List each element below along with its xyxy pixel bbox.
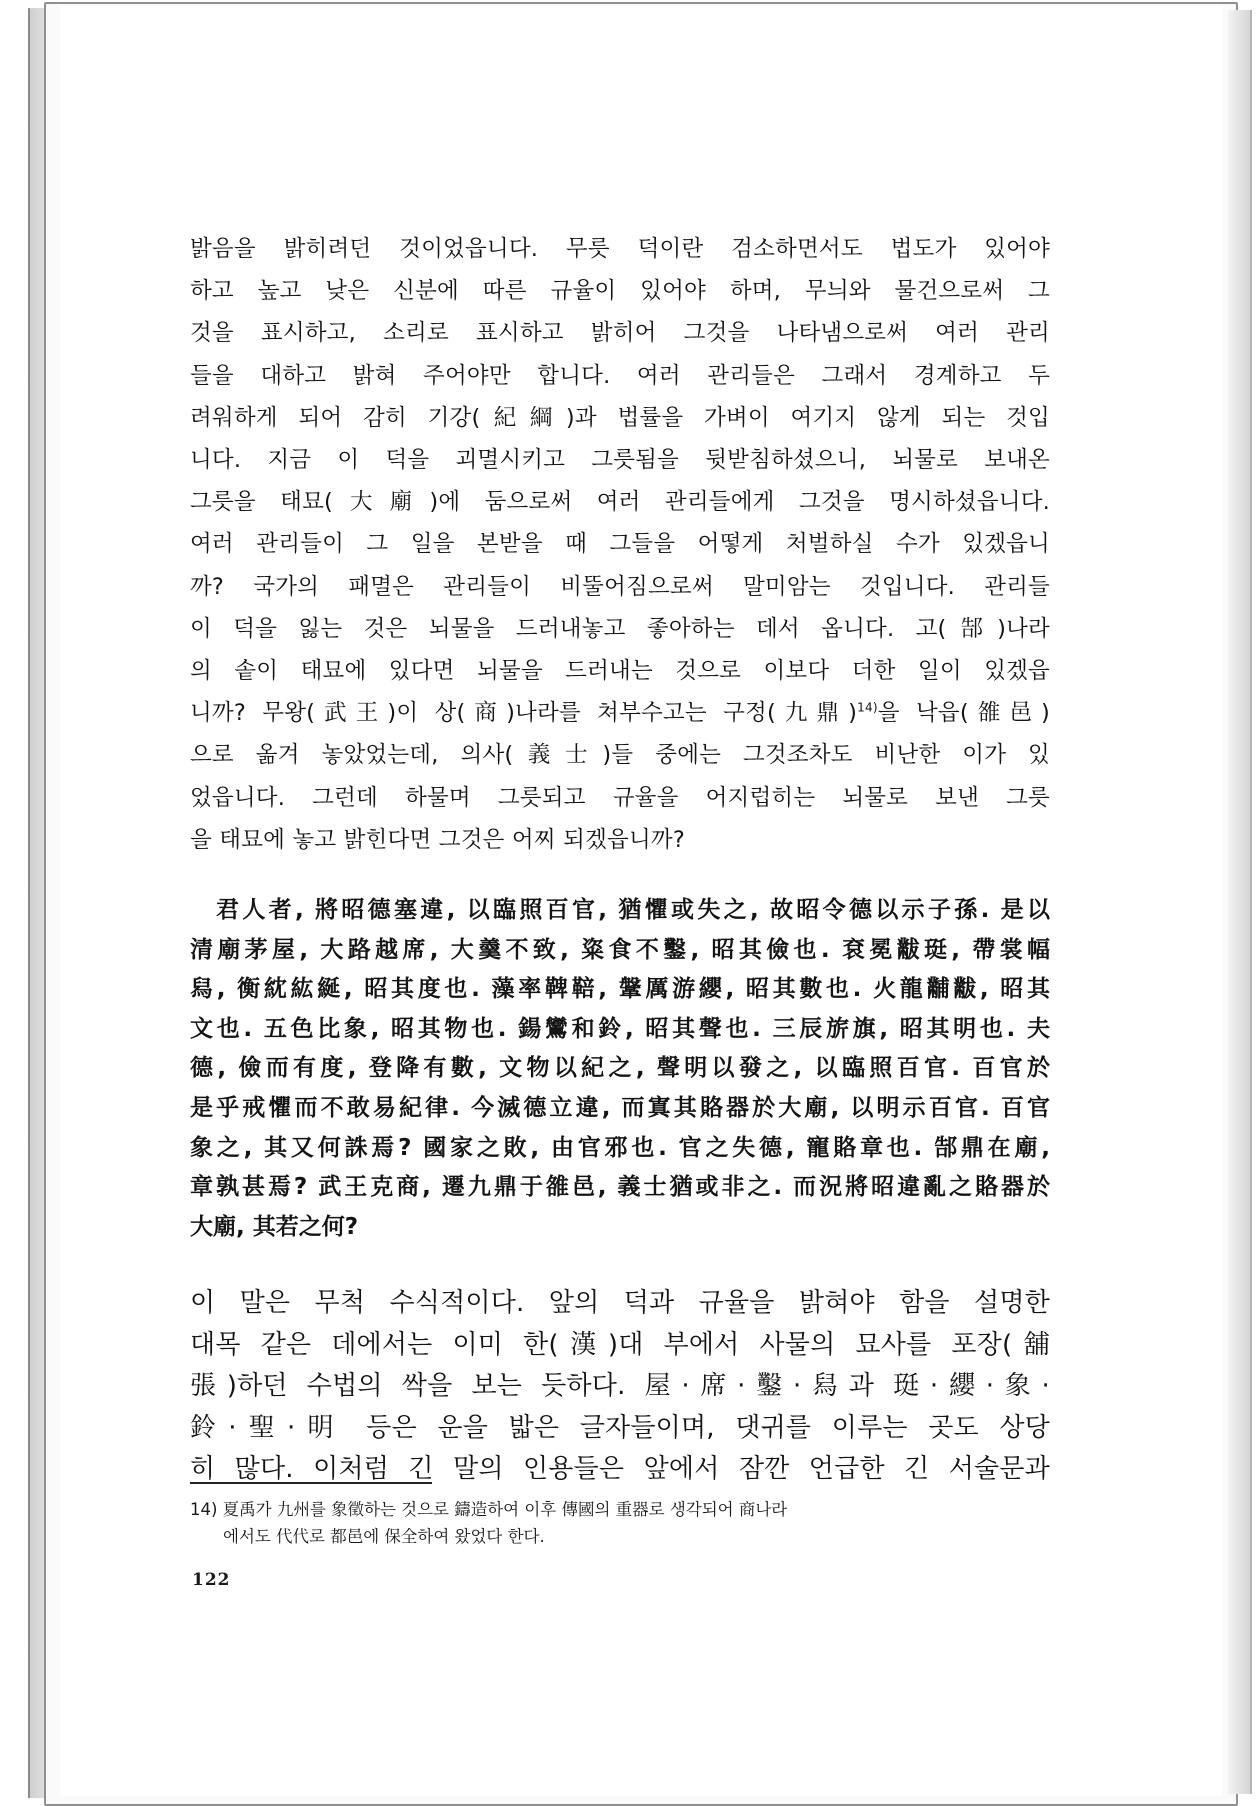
- text-line: 그릇을 태묘(大廟)에 둠으로써 여러 관리들에게 그것을 명시하셨읍니다.: [190, 489, 1050, 516]
- classical-chinese-quote: [190, 891, 1050, 1247]
- footnote: [190, 1496, 1050, 1550]
- footnote-line: 에서도 代代로 都邑에 保全하여 왔었다 한다.: [223, 1527, 545, 1546]
- korean-translation-paragraph: [190, 228, 1050, 861]
- quote-line: 大廟, 其若之何?: [190, 1213, 359, 1240]
- commentary-line: 히 많다. 이처럼 긴 말의 인용들은 앞에서 잠깐 언급한 긴 서술문과: [190, 1454, 1050, 1485]
- text-line: 이 덕을 잃는 것은 뇌물을 드러내놓고 좋아하는 데서 옵니다. 고(郜)나라: [190, 615, 1050, 642]
- quote-line: 清廟茅屋, 大路越席, 大羹不致, 粢食不鑿, 昭其儉也. 袞冕黻珽, 帶裳幅: [190, 936, 1050, 963]
- page-number: 122: [192, 1570, 231, 1590]
- commentary-paragraph: [190, 1283, 1050, 1491]
- footnote-marker[interactable]: 14): [857, 700, 878, 715]
- text-segment: 을 낙읍(雒邑): [877, 700, 1050, 727]
- footnote-divider: [190, 1482, 432, 1484]
- book-right-edge: [1228, 10, 1252, 1794]
- commentary-line: 鈴·聖·明 등은 운을 밟은 글자들이며, 댓귀를 이루는 곳도 상당: [190, 1412, 1050, 1443]
- quote-line: 文也. 五色比象, 昭其物也. 鍚鸞和鈴, 昭其聲也. 三辰旂旗, 昭其明也. 夫: [190, 1015, 1050, 1042]
- quote-line: 是乎戒懼而不敢易紀律. 今滅德立違, 而寘其賂器於大廟, 以明示百官. 百官: [190, 1095, 1050, 1122]
- quote-line: 君人者, 將昭德塞違, 以臨照百官, 猶懼或失之, 故昭令德以示子孫. 是以: [216, 897, 1050, 924]
- text-line: 것을 표시하고, 소리로 표시하고 밝히어 그것을 나타냄으로써 여러 관리: [190, 320, 1050, 347]
- page-content: [190, 228, 1050, 1491]
- text-line: 들을 대하고 밝혀 주어야만 합니다. 여러 관리들은 그래서 경계하고 두: [190, 362, 1050, 389]
- quote-line: 章孰甚焉? 武王克商, 遷九鼎于雒邑, 義士猶或非之. 而況將昭違亂之賂器於: [190, 1174, 1050, 1201]
- quote-line: 舄, 衡紞紘綖, 昭其度也. 藻率鞞鞛, 鞶厲游纓, 昭其數也. 火龍黼黻, 昭其: [190, 976, 1050, 1003]
- quote-line: 象之, 其又何誅焉? 國家之敗, 由官邪也. 官之失德, 寵賂章也. 郜鼎在廟,: [190, 1134, 1050, 1161]
- text-line: 까? 국가의 패멸은 관리들이 비뚤어짐으로써 말미암는 것입니다. 관리들: [190, 573, 1050, 600]
- text-line: 었읍니다. 그런데 하물며 그릇되고 규율을 어지럽히는 뇌물로 보낸 그릇: [190, 784, 1050, 811]
- text-line: 여러 관리들이 그 일을 본받을 때 그들을 어떻게 처벌하실 수가 있겠읍니: [190, 531, 1050, 558]
- commentary-line: 이 말은 무척 수식적이다. 앞의 덕과 규율을 밝혀야 함을 설명한: [190, 1288, 1050, 1319]
- text-line: 으로 옮겨 놓았었는데, 의사(義士)들 중에는 그것조차도 비난한 이가 있: [190, 742, 1050, 769]
- text-segment: 니까? 무왕(武王)이 상(商)나라를 쳐부수고는 구정(九鼎): [190, 700, 858, 727]
- commentary-line: 張)하던 수법의 싹을 보는 듯하다. 屋·席·鑿·舄과 珽·纓·象·: [190, 1371, 1050, 1402]
- text-line: 려워하게 되어 감히 기강(紀綱)과 법률을 가벼이 여기지 않게 되는 것입: [190, 404, 1050, 431]
- footnote-line: 14) 夏禹가 九州를 象徵하는 것으로 鑄造하여 이후 傳國의 重器로 생각되어 商나라: [190, 1500, 788, 1519]
- text-line: 을 태묘에 놓고 밝힌다면 그것은 어찌 되겠읍니까?: [190, 826, 685, 853]
- text-line: 니다. 지금 이 덕을 괴멸시키고 그릇됨을 뒷받침하셨으니, 뇌물로 보내온: [190, 447, 1050, 474]
- text-line: 밝음을 밝히려던 것이었읍니다. 무릇 덕이란 검소하면서도 법도가 있어야: [190, 236, 1050, 262]
- text-line-with-footnote: [190, 692, 1050, 734]
- text-line: 의 솥이 태묘에 있다면 뇌물을 드러내는 것으로 이보다 더한 일이 있겠읍: [190, 658, 1050, 685]
- commentary-line: 대목 같은 데에서는 이미 한(漢)대 부에서 사물의 묘사를 포장(舖: [190, 1329, 1050, 1360]
- quote-line: 德, 儉而有度, 登降有數, 文物以紀之, 聲明以發之, 以臨照百官. 百官於: [190, 1055, 1050, 1082]
- text-line: 하고 높고 낮은 신분에 따른 규율이 있어야 하며, 무늬와 물건으로써 그: [190, 278, 1050, 305]
